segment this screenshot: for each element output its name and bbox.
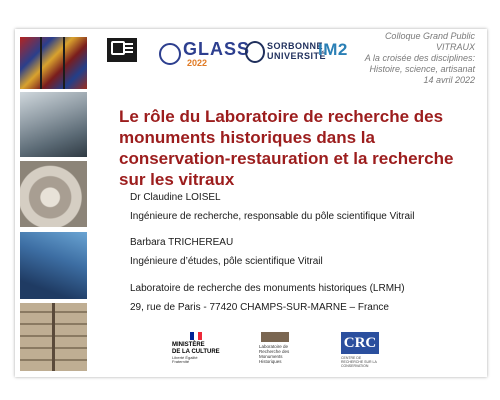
ministere-motto: Liberté Égalité Fraternité xyxy=(172,355,198,364)
speaker1-name: Dr Claudine LOISEL xyxy=(130,192,221,203)
colloque-line-3: A la croisée des disciplines: xyxy=(364,53,475,63)
sorbonne-line2: UNIVERSITÉ xyxy=(267,51,327,61)
glass-detail-photo xyxy=(20,161,87,227)
analysis-equipment-photo xyxy=(20,232,87,299)
colloque-info xyxy=(355,31,475,86)
lrmh-logo-text: Laboratoire de Recherche des Monuments Historiques xyxy=(259,344,290,364)
logo-mark-icon xyxy=(111,41,125,55)
stained-glass-photo xyxy=(20,37,87,89)
glass-logo-word: GLASS xyxy=(183,39,251,59)
slide-title: Le rôle du Laboratoire de recherche des monuments historiques dans la conservation-restauration et la recherche sur les vitraux xyxy=(119,107,454,189)
ministere-line2: DE LA CULTURE xyxy=(172,349,220,355)
im2-logo: IM2 xyxy=(318,40,348,59)
speaker2-name: Barbara TRICHEREAU xyxy=(130,237,234,248)
lrmh-logo xyxy=(255,332,297,366)
laboratory-photo xyxy=(20,92,87,157)
glass-circle-icon xyxy=(159,43,181,65)
french-flag-icon xyxy=(190,332,202,340)
sorbonne-emblem-icon xyxy=(245,41,265,63)
sorbonne-line1: SORBONNE xyxy=(267,41,324,51)
crc-logo-text: CENTRE DE RECHERCHE SUR LA CONSERVATION xyxy=(341,356,377,368)
institution-address: 29, rue de Paris - 77420 CHAMPS-SUR-MARNE – France xyxy=(130,302,389,313)
lrmh-emblem-icon xyxy=(261,332,289,342)
ministere-line1: MINISTÈRE xyxy=(172,342,205,348)
crc-logo-word: CRC xyxy=(341,332,379,354)
glass-logo-year: 2022 xyxy=(187,58,208,68)
window-detail-photo xyxy=(20,303,87,371)
colloque-line-4: Histoire, science, artisanat xyxy=(369,64,475,74)
logo-bars-icon xyxy=(124,43,133,45)
slide xyxy=(15,29,487,377)
science-fund-logo xyxy=(107,38,137,62)
institution-name: Laboratoire de recherche des monuments historiques (LRMH) xyxy=(130,283,405,294)
speaker1-role: Ingénieure de recherche, responsable du pôle scientifique Vitrail xyxy=(130,211,415,222)
speaker2-role: Ingénieure d’études, pôle scientifique Vitrail xyxy=(130,256,323,267)
colloque-line-5: 14 avril 2022 xyxy=(423,75,475,85)
colloque-line-2: VITRAUX xyxy=(435,42,475,52)
colloque-line-1: Colloque Grand Public xyxy=(384,31,475,41)
